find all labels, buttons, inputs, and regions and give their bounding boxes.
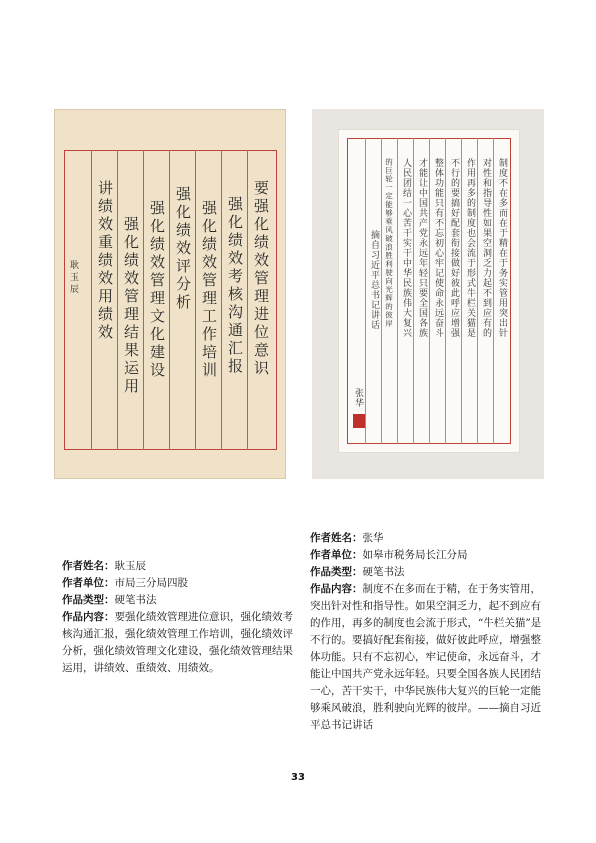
artwork-signature: 张华	[353, 388, 363, 408]
column-rule	[169, 150, 170, 450]
author-row	[310, 530, 550, 547]
artwork-line: 整体功能只有不忘初心牢记使命永远奋斗	[433, 158, 443, 338]
artwork-paper	[338, 129, 520, 453]
author-row	[62, 558, 302, 575]
column-rule	[413, 138, 414, 444]
author-unit: 如皋市税务局长江分局	[362, 549, 468, 561]
artwork-line: 摘自习近平总书记讲话	[369, 230, 379, 330]
artwork-line: 强化绩效管理工作培训	[200, 200, 218, 380]
artwork-seal	[353, 414, 365, 428]
type-label: 作品类型：	[62, 594, 115, 606]
unit-label: 作者单位：	[62, 577, 115, 589]
work-caption-right	[310, 530, 550, 734]
calligraphy-artwork-right	[312, 109, 544, 479]
unit-row	[62, 575, 302, 592]
type-label: 作品类型：	[310, 566, 363, 578]
artwork-line: 强化绩效评分析	[174, 186, 192, 312]
column-rule	[247, 150, 248, 450]
column-rule	[143, 150, 144, 450]
column-rule	[221, 150, 222, 450]
artwork-line: 人民团结一心苦干实干中华民族伟大复兴	[401, 158, 411, 338]
work-content: 要强化绩效管理进位意识，强化绩效考核沟通汇报，强化绩效管理工作培训，强化绩效评分析，强化绩效管理文化建设，强化绩效管理结果运用，讲绩效、重绩效、用绩效。	[62, 611, 293, 674]
column-rule	[117, 150, 118, 450]
author-unit: 市局三分局四股	[114, 577, 188, 589]
artwork-line: 要强化绩效管理进位意识	[252, 180, 270, 378]
calligraphy-artwork-left	[54, 109, 286, 479]
artwork-line: 强化绩效管理文化建设	[148, 200, 166, 380]
work-type: 硬笔书法	[362, 566, 405, 578]
work-content: 制度不在多而在于精，在于务实管用，突出针对性和指导性。如果空洞乏力，起不到应有的作用，再多的制度也会流于形式，“牛栏关猫”是不行的。要搞好配套衔接，做好彼此呼应，增强整体功能。只有不忘初心，牢记使命，永远奋斗，才能让中国共产党永远年轻。只要全国各族人民团结一心，苦干实干，中华民族伟大复兴的巨轮一定能够乘风破浪，胜利驶向光辉的彼岸。——摘自习近平总书记讲话	[310, 583, 542, 731]
column-rule	[477, 138, 478, 444]
work-type: 硬笔书法	[114, 594, 157, 606]
column-rule	[429, 138, 430, 444]
content-row	[62, 609, 302, 677]
artwork-line: 的巨轮一定能够乘风破浪胜利驶向光辉的彼岸	[384, 158, 394, 328]
column-rule	[461, 138, 462, 444]
artwork-line: 作用再多的制度也会流于形式牛栏关猫是	[465, 158, 475, 338]
content-label: 作品内容：	[310, 583, 363, 595]
author-name: 耿玉辰	[114, 560, 146, 572]
artwork-line: 强化绩效管理结果运用	[122, 216, 140, 396]
author-label: 作者姓名：	[310, 532, 363, 544]
artwork-line: 强化绩效考核沟通汇报	[226, 196, 244, 376]
artwork-line: 不行的要搞好配套衔接做好彼此呼应增强	[449, 158, 459, 338]
work-caption-left	[62, 558, 302, 677]
unit-label: 作者单位：	[310, 549, 363, 561]
artwork-signature: 耿玉辰	[68, 260, 78, 296]
column-rule	[365, 138, 366, 444]
unit-row	[310, 547, 550, 564]
column-rule	[91, 150, 92, 450]
artwork-line: 才能让中国共产党永远年轻只要全国各族	[417, 158, 427, 338]
type-row	[62, 592, 302, 609]
column-rule	[381, 138, 382, 444]
artwork-line: 对性和指导性如果空洞乏力起不到应有的	[481, 158, 491, 338]
author-name: 张华	[362, 532, 384, 544]
column-rule	[493, 138, 494, 444]
column-rule	[445, 138, 446, 444]
column-rule	[195, 150, 196, 450]
type-row	[310, 564, 550, 581]
page-number: 33	[291, 772, 305, 783]
artwork-line: 讲绩效重绩效用绩效	[96, 180, 114, 342]
artwork-line: 制度不在多而在于精在于务实管用突出针	[497, 158, 507, 338]
content-label: 作品内容：	[62, 611, 115, 623]
column-rule	[397, 138, 398, 444]
content-row	[310, 581, 550, 734]
author-label: 作者姓名：	[62, 560, 115, 572]
